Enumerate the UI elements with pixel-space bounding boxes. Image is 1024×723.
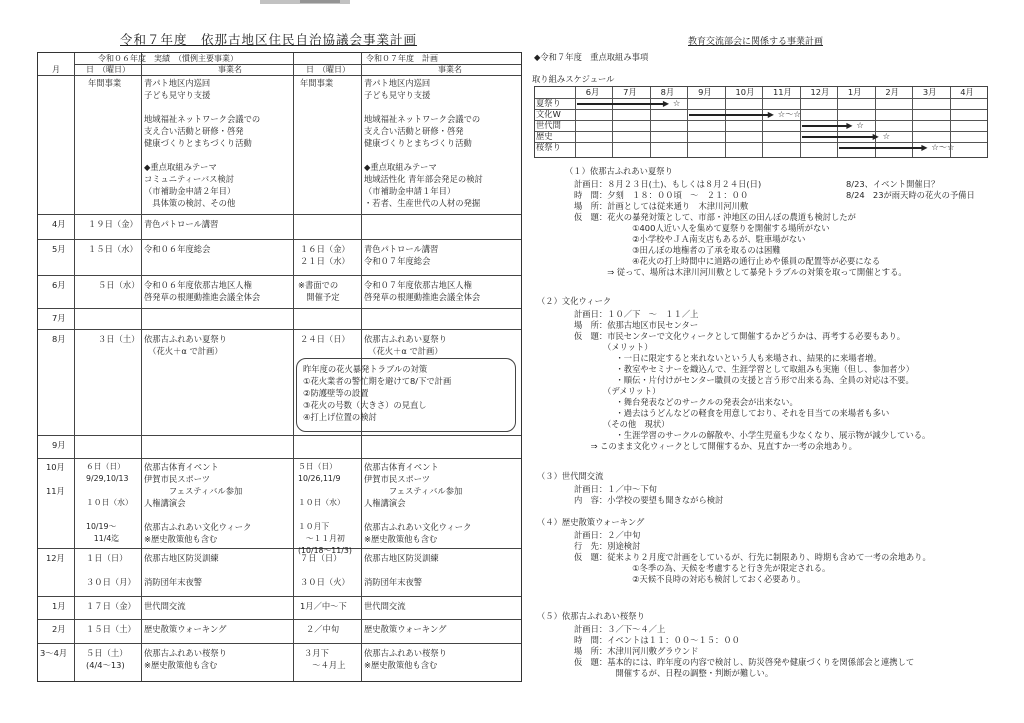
schedule-arrow-icon: ▶ xyxy=(662,99,670,108)
schedule-arrow-icon: ▶ xyxy=(846,121,853,130)
section-body: 計画日：１０／下 ～ １１／上 場 所：依那古地区市民センター 仮 題：市民センターで文化ウィークとして開催するかどうかは、再考する必要もあり。 （メリット） ・一日に限定すると来れないという人も来場され、結果的に来場者増。 ・教室やセミナーを織込んで、生涯学習として取組みも実施（但し、参加者少） ・順伝・片付けがセンター職員の支援と言う形で出来る為、全員の対応は不要。 （デメリット） ・舞台発表などのサークルの発表会が出来ない。 ・過去はうどんなどの軽食を用意しており、それを目当ての来場者も多い （その他 現状） ・生涯学習のサークルの解散や、小学生児童も少なくなり、展示物が減少している。 ⇒ このまま文化ウィークとして開催するか、見直すか一考の余地あり。 xyxy=(574,309,931,451)
row-divider xyxy=(38,596,521,597)
table-cell: ３月下 ～４月上 xyxy=(304,648,346,670)
table-cell: 歴史散策ウォーキング xyxy=(144,624,227,634)
row-divider xyxy=(38,619,521,620)
table-cell: 10月 11月 xyxy=(46,462,65,496)
column-divider xyxy=(74,53,75,681)
table-cell: １日（日） ３０日（月） xyxy=(86,553,136,587)
fireworks-measures-text: 昨年度の花火暴発トラブルの対策 ①花火業者の警忙期を避けて8/下で計画 ②防護壁等の設置 ③花火の号数（大きさ）の見直し ④打上げ位置の検討 xyxy=(303,364,452,422)
schedule-gridline xyxy=(535,120,987,121)
table-cell: 4月 xyxy=(52,219,66,229)
table-cell: 依那古体育イベント 伊賀市民スポーツ フェスティバル参加 人権講演会 依那古ふれあい文化ウィーク ※歴史散策他も含む xyxy=(144,462,252,544)
table-cell: 1月／中～下 xyxy=(300,601,347,611)
schedule-month-label: 1月 xyxy=(847,87,862,97)
row-divider xyxy=(38,308,521,309)
date-column-header: 日 （曜日） xyxy=(86,65,130,74)
table-cell: ７日（日） ３０日（火） xyxy=(300,553,350,587)
month-column-header: 月 xyxy=(52,65,60,74)
table-cell: ３日（土） xyxy=(98,334,140,344)
row-divider xyxy=(38,643,521,644)
table-cell: 依那古ふれあい夏祭り （花火＋α で計画） xyxy=(364,334,447,356)
column-divider xyxy=(141,53,142,681)
table-cell: 依那古地区防災訓練 消防団年末夜警 xyxy=(144,553,219,587)
schedule-row-label: 桜祭り xyxy=(536,142,561,152)
row-divider xyxy=(38,435,521,436)
schedule-month-label: 12月 xyxy=(810,87,830,97)
page-title: 教育交流部会に関係する事業計画 xyxy=(688,37,824,47)
schedule-month-label: 7月 xyxy=(623,87,637,97)
table-cell: １５日（水） xyxy=(88,244,138,254)
schedule-gridline xyxy=(535,109,987,110)
table-cell: 7月 xyxy=(52,313,66,323)
schedule-bar xyxy=(839,147,923,149)
table-cell: 青パト地区内巡回 子ども見守り支援 地域福祉ネットワーク会議での 支え合い活動と研修・啓発 健康づくりとまちづくり活動 ◆重点取組みテーマ コミュニティーバス検討 （市補助金申請２年目） 具体策の検討、その他 xyxy=(144,78,261,208)
table-cell: 年間事業 xyxy=(88,78,122,88)
schedule-month-label: 3月 xyxy=(922,87,937,97)
table-cell: ５日（土） (4/4～13) xyxy=(86,648,128,670)
row-divider xyxy=(38,458,521,459)
schedule-bar xyxy=(802,136,875,138)
event-column-header: 事業名 xyxy=(218,65,242,74)
table-cell: 2月 xyxy=(52,624,66,634)
next-year-header: 令和０７年度 計画 xyxy=(366,54,438,63)
section-body: 計画日：３／下～４／上 時 間：イベントは１１：００～１５：００ 場 所：木津川河川敷グラウンド 仮 題：基本的には、昨年度の内容で検討し、防災啓発や健康づくりを関係部会と連携して 開催するが、日程の調整・判断が難しい。 xyxy=(574,624,915,678)
table-cell: 年間事業 xyxy=(300,78,334,88)
table-cell: ５日（水） xyxy=(98,280,140,290)
table-cell: 青パト地区内巡回 子ども見守り支援 地域福祉ネットワーク会議での 支え合い活動と研修・啓発 健康づくりとまちづくり活動 ◆重点取組みテーマ 地域活性化 青年部会発足の検討 （市補助金申請１年目） ・若者、生産世代の人材の発掘 xyxy=(364,78,483,208)
schedule-row-label: 文化W xyxy=(536,109,561,119)
table-cell: 依那古体育イベント 伊賀市民スポーツ フェスティバル参加 人権講演会 依那古ふれあい文化ウィーク ※歴史散策他も含む xyxy=(364,462,472,544)
table-cell: 12月 xyxy=(46,553,65,563)
table-cell: 世代間交流 xyxy=(364,601,406,611)
table-cell: 青色パトロール講習 令和０７年度総会 xyxy=(364,244,439,266)
schedule-arrow-icon: ▶ xyxy=(921,143,928,152)
schedule-month-label: 4月 xyxy=(960,87,974,97)
section-heading: （５）依那古ふれあい桜祭り xyxy=(537,611,645,621)
schedule-month-label: 9月 xyxy=(698,87,712,97)
schedule-gridline xyxy=(535,98,987,99)
table-cell: 世代間交流 xyxy=(144,601,186,611)
row-divider xyxy=(38,275,521,276)
schedule-heading: 取り組みスケジュール xyxy=(532,74,615,84)
schedule-star-mark: ☆～☆ xyxy=(931,142,955,152)
row-divider xyxy=(38,214,521,215)
schedule-chart xyxy=(534,86,988,158)
schedule-gridline xyxy=(535,131,987,132)
table-cell: 依那古ふれあい桜祭り ※歴史散策他も含む xyxy=(144,648,227,670)
row-divider xyxy=(38,239,521,240)
table-cell: 依那古ふれあい夏祭り （花火＋α で計画） xyxy=(144,334,227,356)
table-cell: １７日（金） xyxy=(86,601,136,611)
plan-table xyxy=(37,52,522,682)
table-cell: 1月 xyxy=(52,601,66,611)
section-heading: （１）依那古ふれあい夏祭り xyxy=(565,166,673,176)
prev-year-header: 令和０６年度 実績 （慣例主要事業） xyxy=(98,54,238,63)
table-cell: 9月 xyxy=(52,440,66,450)
table-cell: 6月 xyxy=(52,280,66,290)
row-divider xyxy=(38,329,521,330)
table-cell: 青色パトロール講習 xyxy=(144,219,219,229)
table-cell: ５日（日） 10/26,11/9 １０日（水） １０月下 ～１１月初 (10/18～11/3) xyxy=(298,462,352,555)
table-cell: 依那古ふれあい桜祭り ※歴史散策他も含む xyxy=(364,648,447,670)
scan-artifact xyxy=(300,0,340,3)
schedule-row-label: 世代間 xyxy=(536,120,561,130)
schedule-row-label: 夏祭り xyxy=(536,98,561,108)
table-cell: 令和０６年度依那古地区人権 啓発草の根運動推進会議全体会 xyxy=(144,280,261,302)
schedule-month-label: 2月 xyxy=(885,87,899,97)
schedule-arrow-icon: ▶ xyxy=(872,132,879,141)
table-cell: １６日（金） ２１日（水） xyxy=(300,244,350,266)
section-body: 計画日：２／中旬 行 先：別途検討 仮 題：従来より２月度で計画をしているが、行先に制限あり、時期も含めて一考の余地あり。 ①冬季の為、天候を考慮すると行き先が限定される。 ②天候不良時の対応も検討しておく必要あり。 xyxy=(574,530,931,584)
table-cell: ６日（日） 9/29,10/13 １０日（水） 10/19～ 11/4迄 xyxy=(86,462,133,543)
table-cell: ２４日（日） xyxy=(300,334,350,344)
table-cell: ※書面での 開催予定 xyxy=(298,280,340,302)
table-cell: ２／中旬 xyxy=(306,624,340,634)
schedule-month-label: 6月 xyxy=(585,87,600,97)
schedule-month-label: 10月 xyxy=(735,87,755,97)
schedule-star-mark: ☆～☆ xyxy=(777,109,801,119)
row-divider xyxy=(38,548,521,549)
table-cell: 歴史散策ウォーキング xyxy=(364,624,447,634)
event-column-header: 事業名 xyxy=(438,65,462,74)
section-heading: （３）世代間交流 xyxy=(537,471,604,481)
schedule-month-label: 8月 xyxy=(660,87,675,97)
section-body: 計画日：１／中～下旬 内 容：小学校の要望も聞きながら検討 xyxy=(574,484,724,505)
table-cell: 令和０７年度依那古地区人権 啓発草の根運動推進会議全体会 xyxy=(364,280,481,302)
schedule-star-mark: ☆ xyxy=(672,98,681,108)
document-title: 令和７年度 依那古地区住民自治協議会事業計画 xyxy=(120,32,418,47)
schedule-star-mark: ☆ xyxy=(882,131,891,141)
schedule-bar xyxy=(577,103,665,105)
schedule-row-label: 歴史 xyxy=(536,131,553,141)
schedule-star-mark: ☆ xyxy=(856,120,864,130)
focus-heading: ◆令和７年度 重点取組み事項 xyxy=(534,52,649,62)
schedule-bar xyxy=(689,114,769,116)
column-divider xyxy=(293,53,294,681)
table-cell: １９日（金） xyxy=(88,219,138,229)
section-heading: （４）歴史散策ウォーキング xyxy=(537,517,645,527)
date-column-header: 日 （曜日） xyxy=(306,65,350,74)
table-cell: 令和０６年度総会 xyxy=(144,244,211,254)
table-cell: 5月 xyxy=(52,244,66,254)
section-body: 計画日：８月２３日(土)、もしくは８月２４日(日) 時 間：夕刻 １８：００頃 ～ ２１：００ 場 所：計画としては従来通り 木津川河川敷 仮 題：花火の暴発対策として、市部・沖地区の田んぼの農道も検討したが ①400人近い人を集めて夏祭りを開催する場所がない ②小学校やＪＡ南支店もあるが、駐車場がない ③田んぼの地権者の了承を取るのは困難 ④花火の打上時間中に道路の通行止めや係員の配置等が必要になる ⇒ 従って、場所は木津川河川敷として暴発トラブルの対策を取って開催とする。 xyxy=(574,179,907,277)
table-cell: 3～4月 xyxy=(40,648,68,658)
table-cell: １５日（土） xyxy=(86,624,136,634)
table-cell: 依那古地区防災訓練 消防団年末夜警 xyxy=(364,553,439,587)
schedule-gridline xyxy=(535,142,987,143)
section-heading: （２）文化ウィーク xyxy=(537,296,612,306)
schedule-bar xyxy=(802,125,849,127)
schedule-month-label: 11月 xyxy=(773,87,792,97)
table-cell: 8月 xyxy=(52,334,66,344)
schedule-arrow-icon: ▶ xyxy=(767,110,774,119)
fireworks-measures-box xyxy=(296,358,516,432)
section-note: 8/23、イベント開催日？ 8/24 23が雨天時の花火の予備日 xyxy=(846,179,975,200)
